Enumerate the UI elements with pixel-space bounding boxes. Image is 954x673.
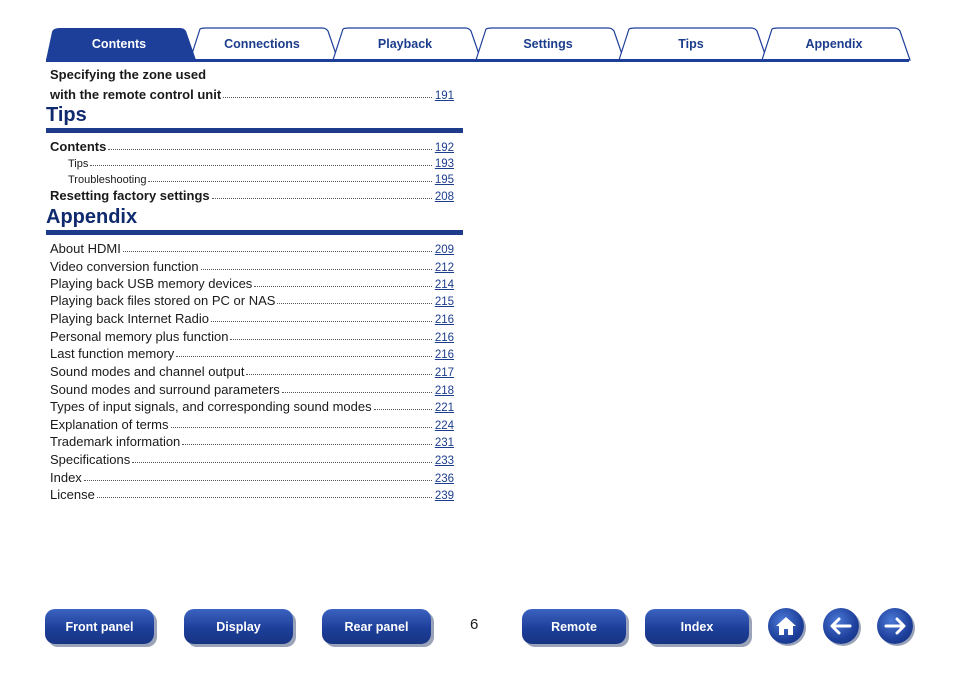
tab-shapes [0,0,954,64]
tab-appendix[interactable]: Appendix [805,37,863,51]
leader-dots [132,461,432,463]
section-divider [46,128,463,133]
tab-connections[interactable]: Connections [224,37,300,51]
toc-entry-label: Playing back Internet Radio [50,311,209,326]
toc-entry[interactable] [50,308,454,326]
toc-entry[interactable] [50,449,454,467]
toc-page-link[interactable]: 221 [434,402,454,414]
toc-entry-label: Specifications [50,452,131,467]
arrow-right-icon [882,613,908,639]
home-button[interactable] [768,608,804,644]
toc-entry[interactable] [50,414,454,432]
leader-dots [201,268,432,270]
toc-page-link[interactable]: 214 [434,279,454,291]
toc-page-link[interactable]: 191 [434,90,454,102]
toc-page-link[interactable]: 216 [434,349,454,361]
toc-page-link[interactable]: 231 [434,437,454,449]
front-panel-button[interactable]: Front panel [45,609,154,644]
section-title-appendix: Appendix [46,206,138,228]
toc-entry[interactable] [50,484,454,502]
section-title-tips: Tips [46,104,87,126]
toc-entry-label: Sound modes and channel output [50,364,245,379]
toc-entry-label: Tips [68,158,89,170]
toc-entry-label: Last function memory [50,346,175,361]
toc-entry[interactable] [50,361,454,379]
toc-entry[interactable] [50,256,454,274]
leader-dots [176,355,432,357]
toc-page-link[interactable]: 224 [434,420,454,432]
toc-entry-label: Trademark information [50,434,181,449]
tab-contents[interactable]: Contents [91,37,147,51]
tab-settings[interactable]: Settings [523,37,573,51]
toc-entry-label: Contents [50,139,107,154]
toc-page-link[interactable]: 217 [434,367,454,379]
leader-dots [230,338,431,340]
toc-page-link[interactable]: 216 [434,314,454,326]
toc-entry[interactable] [50,431,454,449]
toc-entry[interactable] [68,168,454,186]
toc-entry-zone-line1: Specifying the zone used [50,67,207,82]
toc-entry-label: Playing back USB memory devices [50,276,253,291]
leader-dots [374,408,432,410]
tab-playback[interactable]: Playback [377,37,433,51]
leader-dots [123,250,432,252]
toc-entry-label: Explanation of terms [50,417,169,432]
toc-entry-label: Index [50,470,82,485]
toc-entry[interactable] [50,238,454,256]
toc-page-link[interactable]: 239 [434,490,454,502]
section-divider [46,230,463,235]
toc-page-link[interactable]: 236 [434,473,454,485]
toc-entry[interactable] [50,396,454,414]
toc-page-link[interactable]: 212 [434,262,454,274]
toc-page-link[interactable]: 215 [434,296,454,308]
remote-button[interactable]: Remote [522,609,626,644]
leader-dots [171,426,432,428]
toc-page-link[interactable]: 195 [434,174,454,186]
toc-page-link[interactable]: 208 [434,191,454,203]
rear-panel-button[interactable]: Rear panel [322,609,431,644]
toc-entry-label: Playing back files stored on PC or NAS [50,293,276,308]
toc-page-link[interactable]: 193 [434,158,454,170]
toc-entry-label: with the remote control unit [50,87,222,102]
toc-page-link[interactable]: 218 [434,385,454,397]
toc-entry-zone[interactable] [50,84,454,102]
leader-dots [254,285,432,287]
toc-entry[interactable] [50,326,454,344]
tab-baseline [46,59,909,62]
back-button[interactable] [823,608,859,644]
index-button[interactable]: Index [645,609,749,644]
leader-dots [148,180,431,182]
toc-page-link[interactable]: 233 [434,455,454,467]
toc-entry-label: Types of input signals, and corresponding sound modes [50,399,372,414]
leader-dots [211,320,432,322]
leader-dots [84,479,432,481]
leader-dots [282,391,432,393]
tab-tips[interactable]: Tips [678,37,704,51]
toc-entry-label: Personal memory plus function [50,329,229,344]
page-number: 6 [470,616,479,633]
display-button[interactable]: Display [184,609,293,644]
leader-dots [97,496,432,498]
toc-page-link[interactable]: 216 [434,332,454,344]
toc-entry[interactable] [50,467,454,485]
leader-dots [182,443,432,445]
leader-dots [212,197,432,199]
toc-entry[interactable] [50,343,454,361]
toc-entry[interactable] [50,185,454,203]
toc-entry[interactable] [50,273,454,291]
toc-entry-label: Video conversion function [50,259,199,274]
arrow-left-icon [828,613,854,639]
leader-dots [246,373,431,375]
toc-entry-label: Troubleshooting [68,174,147,186]
toc-entry-label: License [50,487,95,502]
toc-page-link[interactable]: 209 [434,244,454,256]
toc-entry[interactable] [50,379,454,397]
leader-dots [108,148,431,150]
toc-entry-label: Sound modes and surround parameters [50,382,280,397]
tab-bar [0,0,954,64]
toc-entry-label: About HDMI [50,241,121,256]
toc-page-link[interactable]: 192 [434,142,454,154]
home-icon [774,614,798,638]
leader-dots [277,302,431,304]
toc-entry-label: Resetting factory settings [50,188,210,203]
toc-entry[interactable] [50,290,454,308]
leader-dots [90,164,431,166]
forward-button[interactable] [877,608,913,644]
leader-dots [223,96,432,98]
